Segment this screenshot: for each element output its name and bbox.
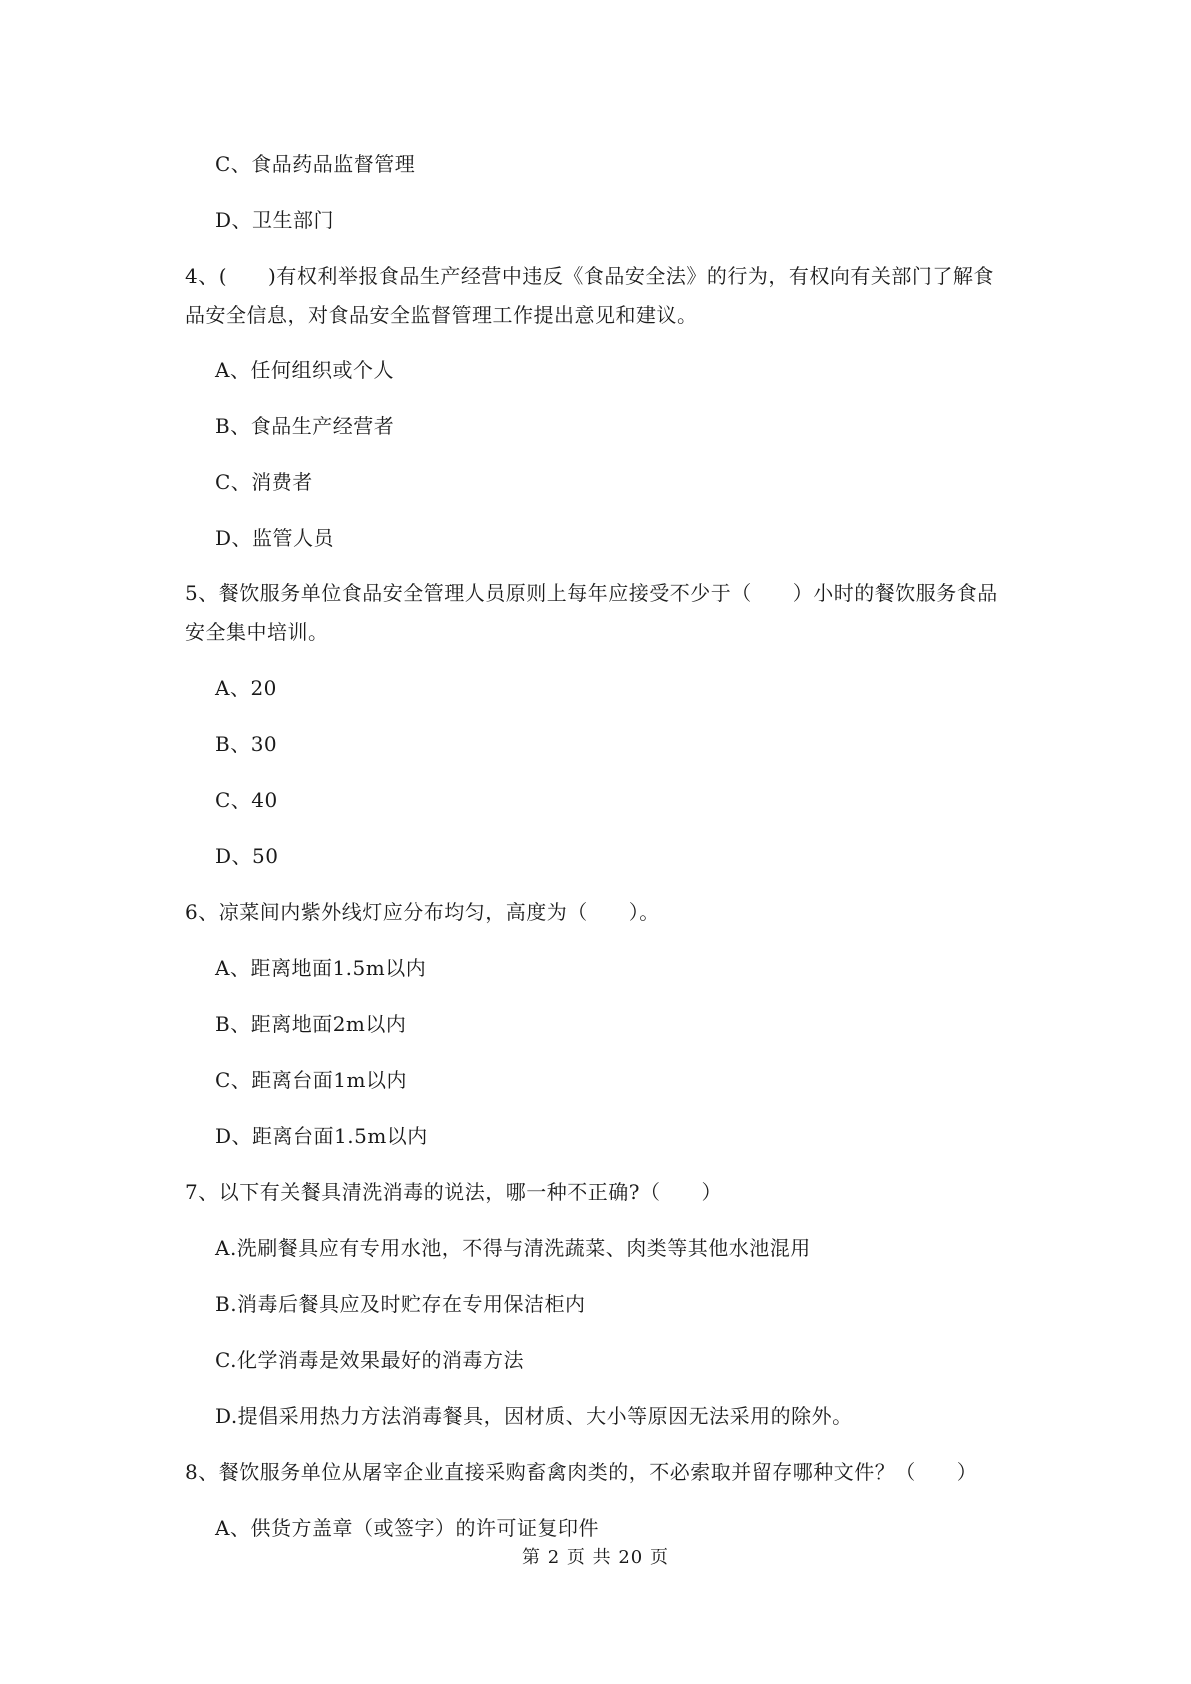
q5-option-d: D、50 [215,844,279,868]
q6-option-a: A、距离地面1.5m以内 [215,956,427,980]
q6-option-d: D、距离台面1.5m以内 [215,1124,428,1148]
q3-option-c: C、食品药品监督管理 [215,152,416,176]
q5-stem-line1: 5、餐饮服务单位食品安全管理人员原则上每年应接受不少于（ ）小时的餐饮服务食品 [185,581,998,605]
q4-option-b: B、食品生产经营者 [215,414,395,438]
q6-option-b: B、距离地面2m以内 [215,1012,407,1036]
q7-option-b: B.消毒后餐具应及时贮存在专用保洁柜内 [215,1292,586,1316]
q5-option-a: A、20 [215,676,277,700]
q8-stem: 8、餐饮服务单位从屠宰企业直接采购畜禽肉类的，不必索取并留存哪种文件？（ ） [185,1460,978,1484]
q5-option-c: C、40 [215,788,278,812]
q3-option-d: D、卫生部门 [215,208,335,232]
q4-option-c: C、消费者 [215,470,313,494]
q4-option-a: A、任何组织或个人 [215,358,394,382]
q8-option-a: A、供货方盖章（或签字）的许可证复印件 [215,1516,599,1540]
q7-stem: 7、以下有关餐具清洗消毒的说法，哪一种不正确?（ ） [185,1180,722,1204]
q4-stem-line1: 4、( )有权利举报食品生产经营中违反《食品安全法》的行为，有权向有关部门了解食 [185,264,994,288]
q4-option-d: D、监管人员 [215,526,335,550]
q7-option-d: D.提倡采用热力方法消毒餐具，因材质、大小等原因无法采用的除外。 [215,1404,853,1428]
q6-stem: 6、凉菜间内紫外线灯应分布均匀，高度为（ ）。 [185,900,660,924]
q5-stem-line2: 安全集中培训。 [185,620,329,644]
q6-option-c: C、距离台面1m以内 [215,1068,407,1092]
q7-option-a: A.洗刷餐具应有专用水池，不得与清洗蔬菜、肉类等其他水池混用 [215,1236,811,1260]
page-footer: 第 2 页 共 20 页 [522,1547,669,1568]
q7-option-c: C.化学消毒是效果最好的消毒方法 [215,1348,524,1372]
q5-option-b: B、30 [215,732,278,756]
q4-stem-line2: 品安全信息，对食品安全监督管理工作提出意见和建议。 [185,303,698,327]
